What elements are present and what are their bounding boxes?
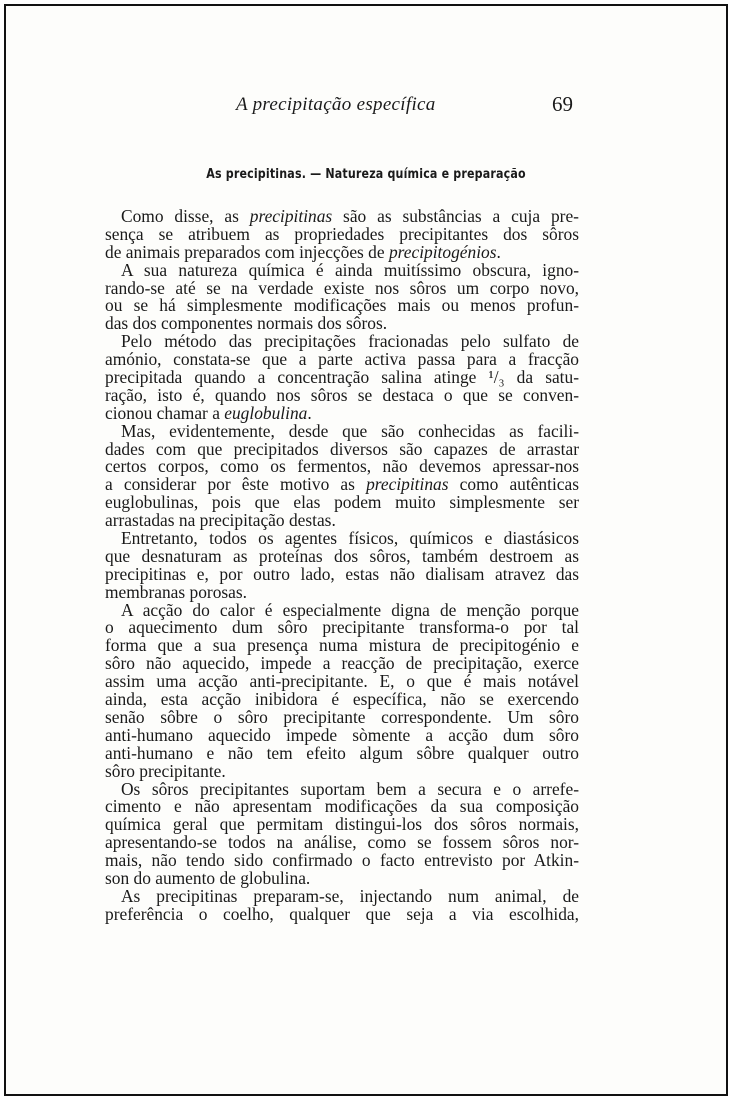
text-line: Mas, evidentemente, desde que são conhecidas as facili- <box>121 420 579 441</box>
text-line: química geral que permitam distingui-los dos sôros normais, <box>105 814 579 835</box>
text-line: euglobulinas, pois que elas podem muito simplesmente ser <box>105 492 579 513</box>
text-line: precipitinas e, por outro lado, estas não dialisam atravez das <box>105 563 579 584</box>
text-line: o aquecimento dum sôro precipitante transforma-o por tal <box>105 617 579 638</box>
text-line: Como disse, as precipitinas são as substâncias a cuja pre- <box>121 206 579 226</box>
text-line: A sua natureza química é ainda muitíssimo obscura, igno- <box>121 259 579 280</box>
text-line: mais, não tendo sido confirmado o facto entrevisto por Atkin- <box>105 850 579 871</box>
paragraph <box>105 599 579 781</box>
paragraph <box>105 530 579 602</box>
paragraph <box>105 885 579 924</box>
text-line: sôro não aquecido, impede a reacção de precipitação, exerce <box>105 653 579 674</box>
paragraph <box>105 259 579 334</box>
text-line: rando-se até se na verdade existe nos sôros um corpo novo, <box>105 277 579 298</box>
running-header <box>6 92 726 122</box>
page-number: 69 <box>552 92 573 116</box>
paragraph <box>105 778 579 888</box>
text-line: ainda, esta acção inibidora é específica, não se exercendo <box>105 689 579 710</box>
page-frame <box>4 4 728 1096</box>
text-line: de animais preparados com injecções de precipitogénios. <box>105 241 501 262</box>
body-text <box>105 208 579 924</box>
text-line: ração, isto é, quando nos sôros se destaca o que se conven- <box>105 384 579 405</box>
text-line: anti-humano e não tem efeito algum sôbre qualquer outro <box>105 742 579 763</box>
text-line: sôro precipitante. <box>105 760 226 781</box>
paragraph <box>105 333 579 422</box>
text-line: son do aumento de globulina. <box>105 867 311 888</box>
text-line: assim uma acção anti-precipitante. E, o que é mais notável <box>105 671 579 692</box>
text-line: amónio, constata-se que a parte activa passa para a fracção <box>105 349 579 370</box>
text-line: Entretanto, todos os agentes físicos, químicos e diastásicos <box>121 528 579 549</box>
text-line: dades com que precipitados diversos são capazes de arrastar <box>105 438 579 459</box>
text-line: cimento e não apresentam modificações da sua composição <box>105 796 579 817</box>
text-line: cionou chamar a euglobulina. <box>105 402 312 423</box>
text-line: sença se atribuem as propriedades precipitantes dos sôros <box>105 223 579 244</box>
text-line: A acção do calor é especialmente digna de menção porque <box>121 599 579 620</box>
text-line: apresentando-se todos na análise, como se fossem sôros nor- <box>105 832 579 853</box>
text-line: anti-humano aquecido impede sòmente a acção dum sôro <box>105 724 579 745</box>
text-line: das dos componentes normais dos sôros. <box>105 313 388 334</box>
running-title: A precipitação específica <box>236 94 436 115</box>
text-line: ou se há simplesmente modificações mais ou menos profun- <box>105 295 579 316</box>
section-heading: As precipitinas. — Natureza química e preparação <box>206 166 526 182</box>
text-line: As precipitinas preparam-se, injectando num animal, de <box>121 885 579 906</box>
text-line: a considerar por êste motivo as precipitinas como autênticas <box>105 474 579 495</box>
text-line: membranas porosas. <box>105 581 247 602</box>
text-line: forma que a sua presença numa mistura de precipitogénio e <box>105 635 579 656</box>
paragraph <box>105 208 579 262</box>
text-line: arrastadas na precipitação destas. <box>105 510 336 531</box>
text-line: Os sôros precipitantes suportam bem a secura e o arrefe- <box>121 778 579 799</box>
paragraph <box>105 420 579 531</box>
text-line: Pelo método das precipitações fracionadas pelo sulfato de <box>121 331 579 352</box>
text-line: que desnaturam as proteínas dos sôros, também destroem as <box>105 545 579 566</box>
text-line: certos corpos, como os fermentos, não devemos apressar-nos <box>105 456 579 477</box>
text-line: precipitada quando a concentração salina atinge ¹/₃ da satu- <box>105 367 579 388</box>
text-line: preferência o coelho, qualquer que seja a via escolhida, <box>105 903 579 924</box>
text-line: senão sôbre o sôro precipitante correspondente. Um sôro <box>105 706 579 727</box>
